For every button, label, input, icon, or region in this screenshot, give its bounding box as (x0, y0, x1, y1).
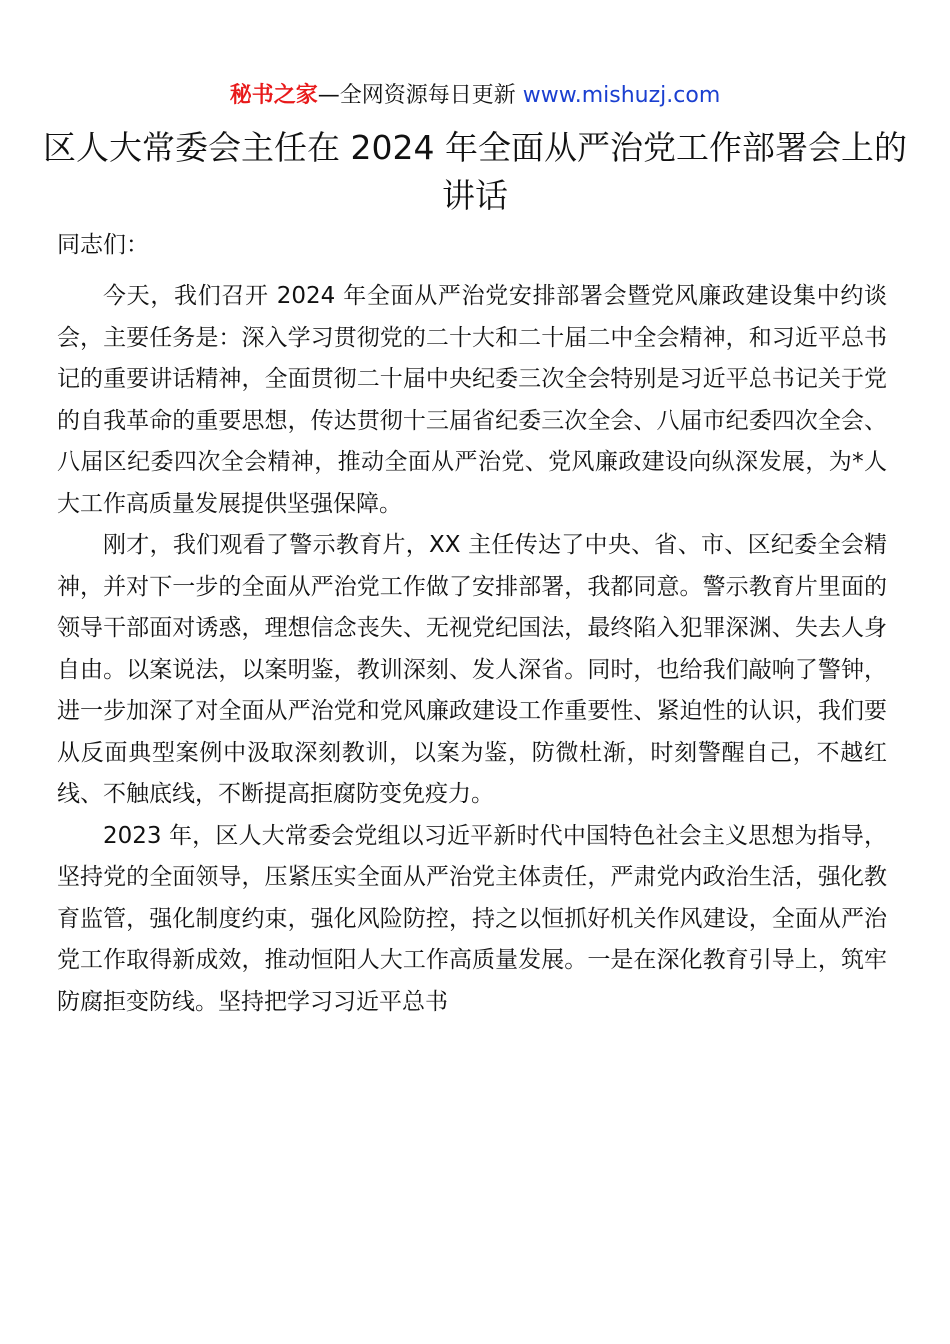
paragraph-1: 今天，我们召开 2024 年全面从严治党安排部署会暨党风廉政建设集中约谈会，主要任务是：深入学习贯彻党的二十大和二十届二中全会精神，和习近平总书记的重要讲话精神，全面贯彻二十届中央纪委三次全会特别是习近平总书记关于党的自我革命的重要思想，传达贯彻十三届省纪委三次全会、八届市纪委四次全会、八届区纪委四次全会精神，推动全面从严治党、党风廉政建设向纵深发展，为*人大工作高质量发展提供坚强保障。 (57, 283, 887, 517)
site-tagline: —全网资源每日更新 (317, 83, 516, 108)
document-title: 区人大常委会主任在 2024 年全面从严治党工作部署会上的讲话 (43, 128, 907, 215)
paragraph-3: 2023 年，区人大常委会党组以习近平新时代中国特色社会主义思想为指导，坚持党的全面领导，压紧压实全面从严治党主体责任，严肃党内政治生活，强化教育监管，强化制度约束，强化风险防控，持之以恒抓好机关作风建设，全面从严治党工作取得新成效，推动恒阳人大工作高质量发展。一是在深化教育引导上，筑牢防腐拒变防线。坚持把学习习近平总书 (57, 822, 887, 1015)
salutation: 同志们： (57, 232, 149, 258)
paragraph-2: 刚才，我们观看了警示教育片，XX 主任传达了中央、省、市、区纪委全会精神，并对下一步的全面从严治党工作做了安排部署，我都同意。警示教育片里面的领导干部面对诱惑，理想信念丧失、无视党纪国法，最终陷入犯罪深渊、失去人身自由。以案说法，以案明鉴，教训深刻、发人深省。同时，也给我们敲响了警钟，进一步加深了对全面从严治党和党风廉政建设工作重要性、紧迫性的认识，我们要从反面典型案例中汲取深刻教训，以案为鉴，防微杜渐，时刻警醒自己，不越红线、不触底线，不断提高拒腐防变免疫力。 (57, 532, 887, 807)
site-url-link[interactable]: www.mishuzj.com (522, 83, 721, 108)
site-header (0, 80, 950, 112)
document-body (57, 276, 887, 1023)
site-brand: 秘书之家 (229, 83, 318, 108)
